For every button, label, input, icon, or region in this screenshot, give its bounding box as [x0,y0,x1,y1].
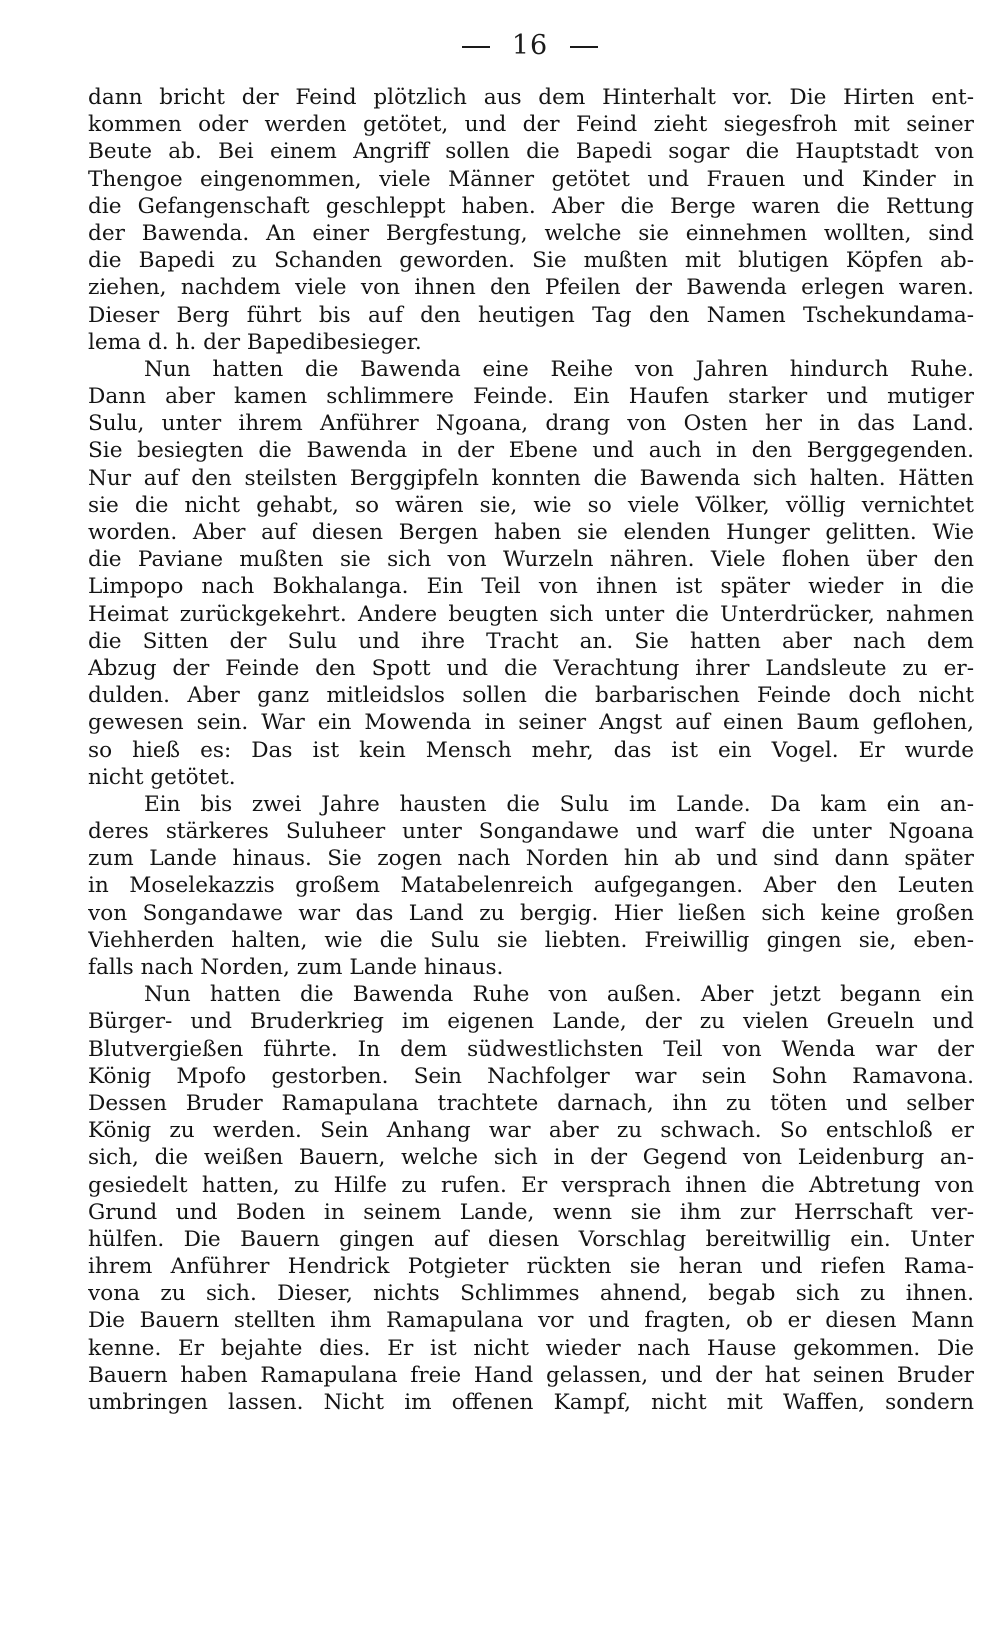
paragraph [88,981,974,1416]
text-line: kenne. Er bejahte dies. Er ist nicht wieder nach Hause gekommen. Die [88,1335,974,1361]
text-line: sich, die weißen Bauern, welche sich in der Gegend von Leidenburg an- [88,1145,974,1171]
text-line: lema d. h. der Bapedibesieger. [88,329,422,355]
text-line: Grund und Boden in seinem Lande, wenn sie ihm zur Herrschaft ver- [88,1199,974,1225]
text-line: Bauern haben Ramapulana freie Hand gelassen, und der hat seinen Bruder [88,1362,974,1388]
header-dash-left [462,46,490,48]
text-line: die Sitten der Sulu und ihre Tracht an. Sie hatten aber nach dem [88,628,974,654]
text-line: zum Lande hinaus. Sie zogen nach Norden hin ab und sind dann später [88,846,974,872]
text-line: gewesen sein. War ein Mowenda in seiner Angst auf einen Baum geflohen, [88,710,974,736]
text-line: Die Bauern stellten ihm Ramapulana vor und fragten, ob er diesen Mann [88,1308,974,1334]
text-line: Viehherden halten, wie die Sulu sie liebten. Freiwillig gingen sie, eben- [88,927,974,953]
text-line: Sulu, unter ihrem Anführer Ngoana, drang von Osten her in das Land. [88,411,974,437]
text-line: Bürger- und Bruderkrieg im eigenen Lande, der zu vielen Greueln und [88,1009,974,1035]
text-line: ihrem Anführer Hendrick Potgieter rückten sie heran und riefen Rama- [88,1254,974,1280]
text-line: gesiedelt hatten, zu Hilfe zu rufen. Er versprach ihnen die Abtretung von [88,1172,974,1198]
paragraph [88,84,974,356]
text-line: Abzug der Feinde den Spott und die Verachtung ihrer Landsleute zu er- [88,655,974,681]
paragraph [88,791,974,981]
text-line: die Paviane mußten sie sich von Wurzeln nähren. Viele flohen über den [88,547,974,573]
text-line: der Bawenda. An einer Bergfestung, welche sie einnehmen wollten, sind [88,220,974,246]
text-line: Blutvergießen führte. In dem südwestlichsten Teil von Wenda war der [88,1036,974,1062]
text-line: die Bapedi zu Schanden geworden. Sie mußten mit blutigen Köpfen ab- [88,248,974,274]
text-line: Ein bis zwei Jahre hausten die Sulu im Lande. Da kam ein an- [144,791,974,817]
text-line: nicht getötet. [88,764,236,790]
text-line: dulden. Aber ganz mitleidslos sollen die barbarischen Feinde doch nicht [88,683,974,709]
text-line: so hieß es: Das ist kein Mensch mehr, das ist ein Vogel. Er wurde [88,737,974,763]
text-line: in Moselekazzis großem Matabelenreich aufgegangen. Aber den Leuten [88,873,974,899]
text-line: Sie besiegten die Bawenda in der Ebene und auch in den Berggegenden. [88,438,974,464]
page-header [0,30,1000,61]
text-line: umbringen lassen. Nicht im offenen Kampf, nicht mit Waffen, sondern [88,1390,974,1415]
page-number: 16 [511,30,549,61]
text-line: von Songandawe war das Land zu bergig. Hier ließen sich keine großen [88,900,974,926]
text-line: Nur auf den steilsten Berggipfeln konnten die Bawenda sich halten. Hätten [88,465,974,491]
text-line: kommen oder werden getötet, und der Feind zieht siegesfroh mit seiner [88,112,974,138]
text-line: hülfen. Die Bauern gingen auf diesen Vorschlag bereitwillig ein. Unter [88,1226,974,1252]
text-line: sie die nicht gehabt, so wären sie, wie so viele Völker, völlig vernichtet [88,492,974,518]
text-line: deres stärkeres Suluheer unter Songandawe und warf die unter Ngoana [88,819,974,845]
text-line: die Gefangenschaft geschleppt haben. Aber die Berge waren die Rettung [88,193,974,219]
header-dash-right [570,46,598,48]
text-line: Beute ab. Bei einem Angriff sollen die Bapedi sogar die Hauptstadt von [88,139,974,165]
text-line: Dieser Berg führt bis auf den heutigen Tag den Namen Tschekundama- [88,302,974,328]
text-line: vona zu sich. Dieser, nichts Schlimmes ahnend, begab sich zu ihnen. [88,1281,974,1307]
text-line: Heimat zurückgekehrt. Andere beugten sich unter die Unterdrücker, nahmen [88,601,974,627]
text-line: Dann aber kamen schlimmere Feinde. Ein Haufen starker und mutiger [88,384,974,410]
paragraph [88,356,974,791]
text-line: Dessen Bruder Ramapulana trachtete darnach, ihn zu töten und selber [88,1090,974,1116]
text-line: ziehen, nachdem viele von ihnen den Pfeilen der Bawenda erlegen waren. [88,275,974,301]
text-line: Nun hatten die Bawenda Ruhe von außen. Aber jetzt begann ein [144,982,974,1008]
body-text [88,84,974,1416]
text-line: dann bricht der Feind plötzlich aus dem Hinterhalt vor. Die Hirten ent- [88,85,974,110]
text-line: worden. Aber auf diesen Bergen haben sie elenden Hunger gelitten. Wie [88,520,974,545]
text-line: König Mpofo gestorben. Sein Nachfolger war sein Sohn Ramavona. [88,1063,974,1089]
text-line: Nun hatten die Bawenda eine Reihe von Jahren hindurch Ruhe. [144,356,974,382]
text-line: König zu werden. Sein Anhang war aber zu schwach. So entschloß er [88,1118,974,1144]
text-line: falls nach Norden, zum Lande hinaus. [88,955,504,980]
text-line: Thengoe eingenommen, viele Männer getötet und Frauen und Kinder in [88,166,974,192]
text-line: Limpopo nach Bokhalanga. Ein Teil von ihnen ist später wieder in die [88,574,974,600]
